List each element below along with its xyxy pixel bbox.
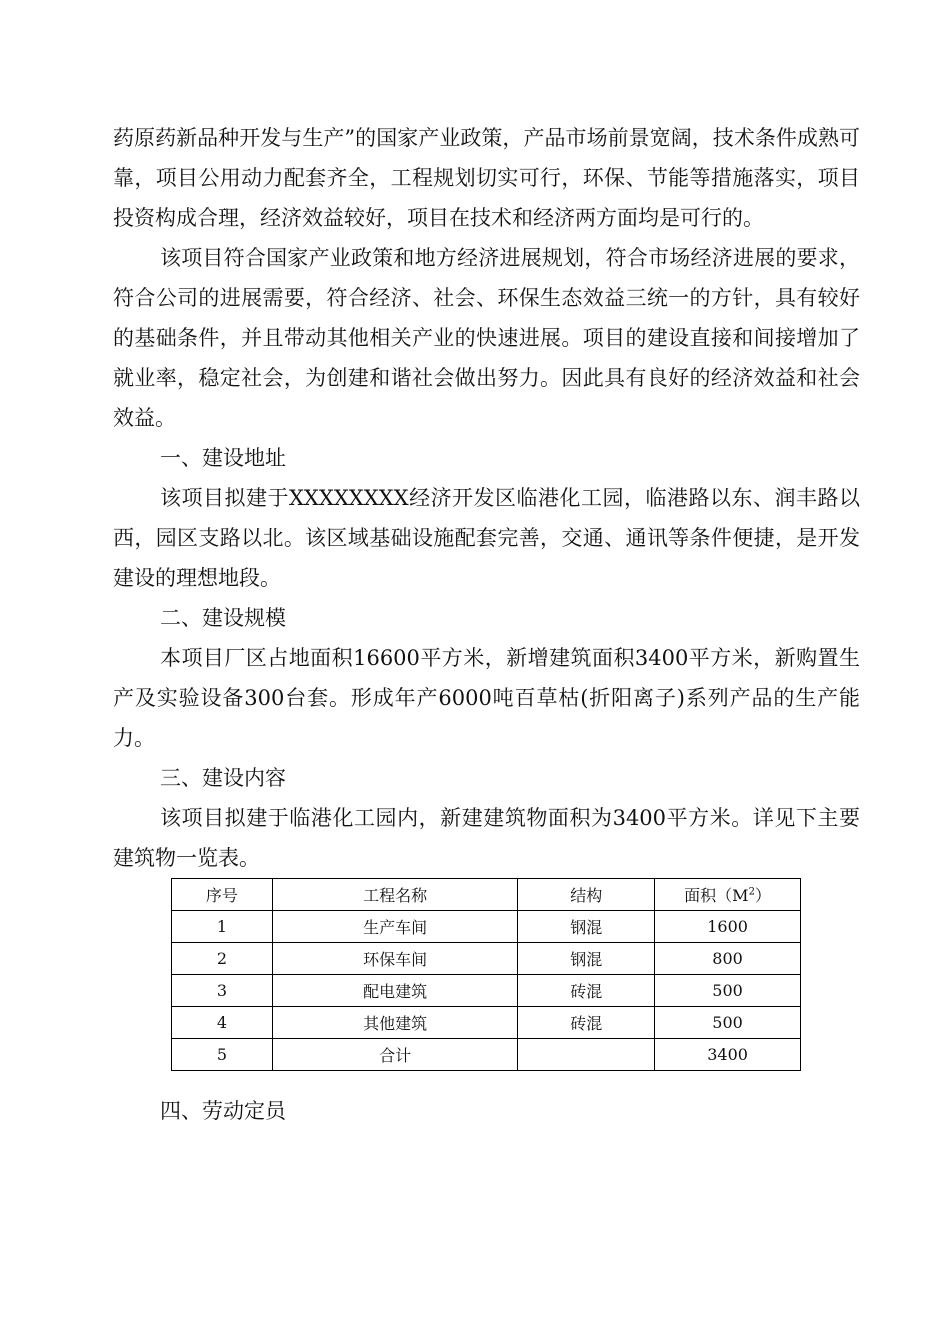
heading-content: 三、建设内容	[160, 766, 286, 790]
table-row	[172, 943, 801, 975]
cell-number: 3	[172, 975, 273, 1007]
paragraph-content: 该项目拟建于临港化工园内，新建建筑物面积为3400平方米。详见下主要建筑物一览表。	[113, 806, 860, 870]
cell-name: 环保车间	[272, 943, 518, 975]
cell-structure: 砖混	[518, 975, 655, 1007]
paragraph-conclusion: 药原药新品种开发与生产”的国家产业政策，产品市场前景宽阔，技术条件成熟可靠，项目公用动力配套齐全，工程规划切实可行，环保、节能等措施落实，项目投资构成合理，经济效益较好，项目在技术和经济两方面均是可行的。	[113, 126, 860, 230]
heading-staffing: 四、劳动定员	[160, 1099, 286, 1123]
col-header-name: 工程名称	[272, 879, 518, 911]
table-row	[172, 1007, 801, 1039]
cell-name: 配电建筑	[272, 975, 518, 1007]
document-page	[113, 118, 860, 1131]
paragraph-site: 该项目拟建于XXXXXXXX经济开发区临港化工园，临港路以东、润丰路以西，园区支路以北。该区域基础设施配套完善，交通、通讯等条件便捷，是开发建设的理想地段。	[113, 486, 860, 590]
cell-area: 1600	[655, 911, 801, 943]
buildings-table	[171, 878, 801, 1071]
col-header-area	[655, 879, 801, 911]
cell-area: 800	[655, 943, 801, 975]
cell-area: 500	[655, 975, 801, 1007]
cell-number: 5	[172, 1039, 273, 1071]
cell-structure: 钢混	[518, 943, 655, 975]
cell-number: 2	[172, 943, 273, 975]
cell-structure	[518, 1039, 655, 1071]
cell-structure: 砖混	[518, 1007, 655, 1039]
table-row-total	[172, 1039, 801, 1071]
table-row	[172, 911, 801, 943]
cell-area: 500	[655, 1007, 801, 1039]
cell-name: 其他建筑	[272, 1007, 518, 1039]
cell-name: 合计	[272, 1039, 518, 1071]
cell-number: 1	[172, 911, 273, 943]
cell-name: 生产车间	[272, 911, 518, 943]
paragraph-scale: 本项目厂区占地面积16600平方米，新增建筑面积3400平方米，新购置生产及实验设备300台套。形成年产6000吨百草枯(折阳离子)系列产品的生产能力。	[113, 646, 860, 750]
col-header-number: 序号	[172, 879, 273, 911]
paragraph-policy: 该项目符合国家产业政策和地方经济进展规划，符合市场经济进展的要求，符合公司的进展需要，符合经济、社会、环保生态效益三统一的方针，具有较好的基础条件，并且带动其他相关产业的快速进展。项目的建设直接和间接增加了就业率，稳定社会，为创建和谐社会做出努力。因此具有良好的经济效益和社会效益。	[113, 246, 860, 430]
area-label: 面积（M	[684, 886, 749, 905]
heading-site: 一、建设地址	[160, 446, 286, 470]
area-label-close: ）	[754, 886, 771, 905]
cell-structure: 钢混	[518, 911, 655, 943]
cell-area: 3400	[655, 1039, 801, 1071]
table-header-row	[172, 879, 801, 911]
cell-number: 4	[172, 1007, 273, 1039]
table-row	[172, 975, 801, 1007]
area-unit-exponent: 2	[748, 886, 755, 898]
col-header-structure: 结构	[518, 879, 655, 911]
heading-scale: 二、建设规模	[160, 606, 286, 630]
